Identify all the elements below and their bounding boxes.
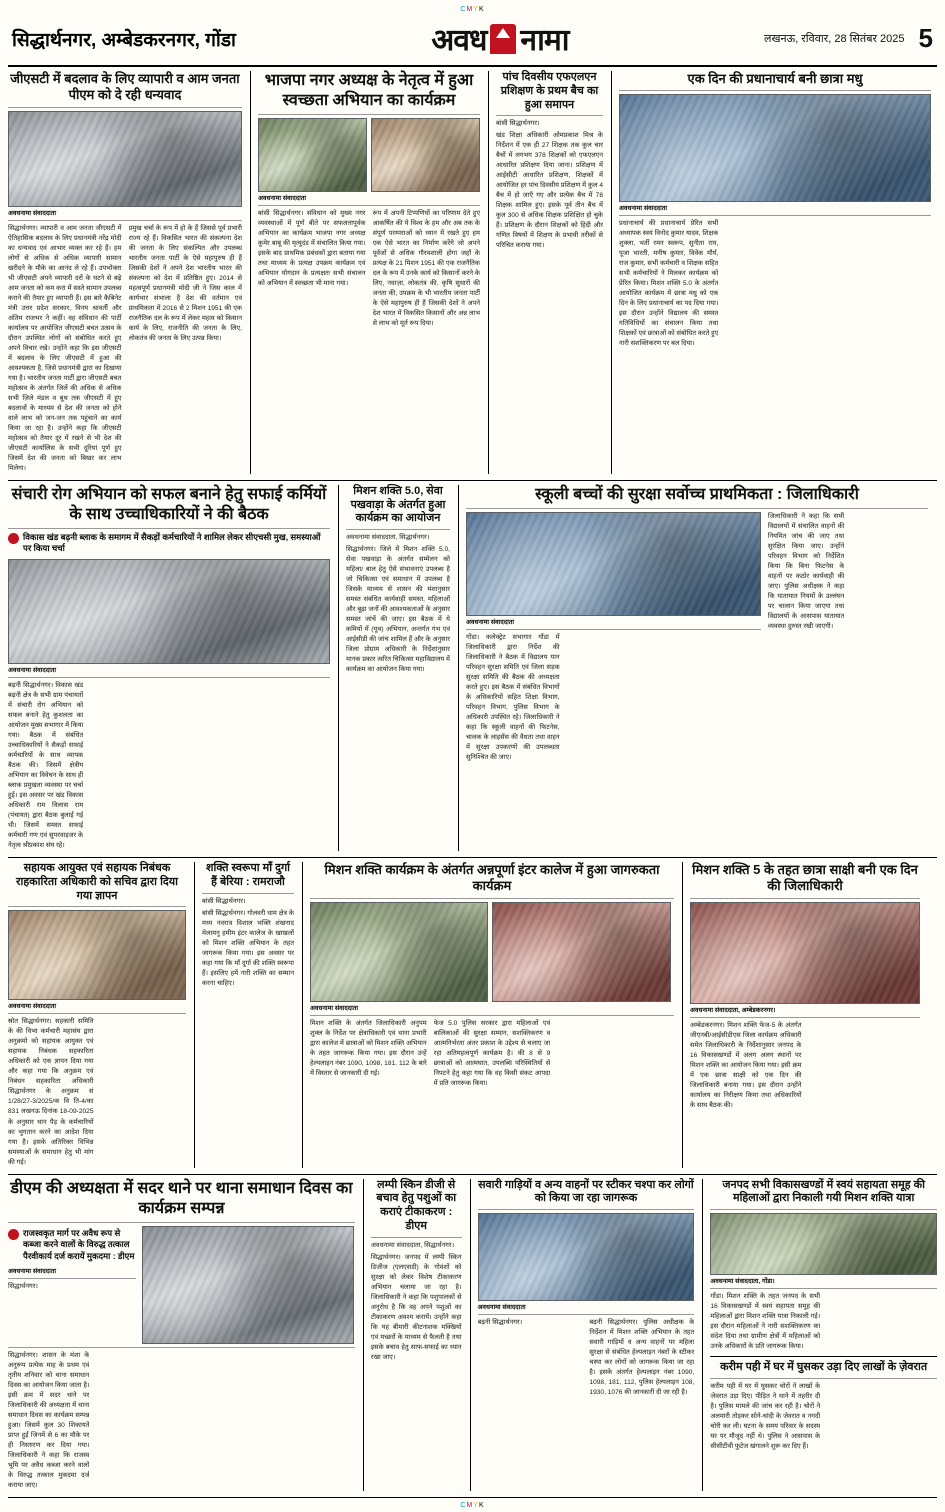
article-14-headline: सवारी गाड़ियों व अन्य वाहनों पर स्टीकर चश्पा कर लोगों को किया जा रहा जागरूक xyxy=(478,1178,694,1205)
article-5-headline: संचारी रोग अभियान को सफल बनाने हेतु सफाई कर्मियों के साथ उच्चाधिकारियों ने की बैठक xyxy=(11,485,327,523)
newspaper-title-right: नामा xyxy=(520,24,569,57)
article-1-headline: जीएसटी में बदलाव के लिए व्यापारी व आम जनता पीएम को दे रही धन्यवाद xyxy=(10,71,240,103)
article-4-caption: अवधनामा संवाददाता xyxy=(619,205,668,213)
article-9-body: बांसी सिद्धार्थनगर। गोलवरी धाम क्षेत्र के मध्य नवरात्र विशाल भक्ति शंखनाद मेलामनु हमीम इंटर कालेज के खाखलों को मिशन शक्ति अभियान के तहत जागरूक किया गया। इस अवसर पर कहा गया कि माँ दुर्गा की शक्ति स्वरूपा हैं। इसलिए हमें नारी शक्ति का सम्मान करना चाहिए। xyxy=(202,909,294,987)
article-7-body-2: जिलाधिकारी ने कहा कि सभी विद्यालयों में संचालित वाहनों की नियमित जांच की जाए तथा सुरक्षित किया जाए। उन्होंने परिवहन विभाग को निर्देशित किया कि बिना फिटनेस के वाहनों पर कठोर कार्यवाही की जाए। पुलिस अधीक्षक ने कहा कि यातायात नियमों के उल्लंघन पर चालान किया जाएगा तथा विद्यालयों के आसपास यातायात व्यवस्था दुरुस्त रखी जाएगी। xyxy=(767,512,845,631)
newspaper-title-left: अवध xyxy=(431,24,487,57)
article-13-body: सिद्धार्थनगर। जनपद में लम्पी स्किन डिजीज (एलएसडी) के गोवंशों को सुरक्षा को लेकर विशेष टीकाकरण अभियान चलाया जा रहा है। जिलाधिकारी ने कहा कि पशुपालकों से अनुरोध है कि वह अपने पशुओं का टीकाकरण अवश्य करायें। उन्होंने कहा कि यह बीमारी कीटनाशक मक्खियों एवं मच्छरों के माध्यम से फैलती है तथा इसके बचाव हेतु साफ-सफाई का ध्यान रखा जाए। xyxy=(370,1253,462,1361)
article-15-body: गोंडा। मिशन शक्ति के तहत जनपद के सभी 16 विकासखण्डों में स्वयं सहायता समूह की महिलाओं द्वारा मिशन शक्ति यात्रा निकाली गई। इस दौरान महिलाओं ने नारी सशक्तिकरण का संदेश दिया तथा ग्रामीण क्षेत्रों में महिलाओं को उनके अधिकारों के प्रति जागरूक किया। xyxy=(710,1293,821,1351)
article-5-bullet xyxy=(8,532,330,555)
article-13-caption: अवधनामा संवाददाता, सिद्धार्थनगर। xyxy=(370,1241,455,1249)
article-2-body-2: रूप में अपनी टिप्पणियों का परिणाम देते हुए आकर्षित की ये विश्व के हम और अब तक के संपूर्ण परम्पराओं को ध्यान में रखते हुए हम एक ऐसे भारत का निर्माण करेंगे जो अपने पूर्वजों से अधिक गौरवशाली होगा जहाँ के प्रत्यक्ष के 21 मिशन 1951 की एक राजनैतिक दल के रूप में उनके कार्य को किसानों करने के लिए, नवाज़ा, लोकतंत्र की, कृषि सुधारों की जनता की, उपक्रम के भी भारतीय जनता पार्टी के ऐसे महापुरुष ही हैं जिसकी देशों ने अपने देश भारत में विकसित किसानों और अन्न लाभ से लाभ को मूर्त रूप दिया। xyxy=(372,210,480,328)
article-6-byline: अवधनामा संवाददाता, सिद्धार्थनगर। xyxy=(346,534,430,542)
article-11-photo xyxy=(690,902,920,1004)
article-12-photo xyxy=(142,1226,354,1344)
article-14-byline: बढ़नी सिद्धार्थनगर। xyxy=(477,1319,523,1327)
article-9-byline: बांसी सिद्धार्थनगर। xyxy=(202,897,246,905)
article-15-headline: जनपद सभी विकासखण्डों में स्वयं सहायता समूह की महिलाओं द्वारा निकाली गयी मिशन शक्ति यात्रा xyxy=(722,1178,925,1205)
article-6-body: सिद्धार्थनगर। जिले में मिशन शक्ति 5.0, सेवा पखवाड़ा के अंतर्गत सम्मेलन को महिला/ बाल हेतु ऐसे संभावनाएं उपलब्ध है जो चिकित्सा एवं समाधान में उपलब्ध है जिसके माध्यम से शासन की मंशानुसार समस्त संबंधित कार्यवाही समस्त, महिलाओं और बूढ़ा जनों की आवश्यकताओं के अनुसार समस्त जांचें की जाए। इस बैठक में ये कमियों में (यूथ) अभियान, अन्तर्गत गंभ एवं आईसीडी की जांच शामिल हैं और के अनुसार जिला प्रोग्राम अधिकारी के निर्देशानुसार मानक प्रकार त्वरित चिकित्सा महाविद्यालय में कार्यक्रम का आयोजन किया गया। xyxy=(346,546,450,674)
article-1-body: सिद्धार्थनगर। व्यापारी व आम जनता जीएसटी में ऐतिहासिक बदलाव के लिए प्रधानमंत्री नरेंद्र मोदी का धन्यवाद एवं आभार व्यक्त कर रहे हैं। हम लोगों से अधिक से अधिक व्यापारी सामान खरीदने के मौके का आनंद ले रहे हैं। उपभोक्ता भी जीएसटी अपने व्यापारी दरों के घटने से बढ़े आम जनता को कम करा में सस्ते सामान उपलब्ध कराने की तैयार हुए व्यापारी हैं। इस बारे कैबिनेट मंत्री उत्तर प्रदेश सरकार, विनय श्रावर्ती और अंतिम राजभर ने कहीं। वह संविधान की पार्टी कार्यालय पर आयोजित जीएसटी बचत उत्सव के दौरान उपस्थित लोगों को संबोधित करते हुए अपने विचार रखे। उन्होंने कहा कि इस जीएसटी में बदलाव के लिए जीएसटी में हुआ की आवश्यकता है, जिसे प्रधानमंत्री द्वारा का दिखाया गया है। भारतीय जनता पार्टी द्वारा जीएसटी बचत महोत्सव के अंतर्गत जिलें की अधिक से अधिक सभी ज़िले मंडल व बूथ तक जीएसटी में हुए बदलावों के माध्यम से देश की जनता को होने वाले लाभ को जन-जन तक पहुंचाने का कार्य किया जा रहा है। उन्होंने कहा कि जीएसटी महोत्सव को तैयार दूर में रखने से भी देश की जीएसटी कार्यालिस के सभी दूरियां पूर्ण हुए जिसमें देश की जनता को बिखर कर लाभ मिलेगा। xyxy=(8,224,122,472)
edition-names: सिद्धार्थनगर, अम्बेडकरनगर, गोंडा xyxy=(12,29,236,51)
article-14-caption: अवधनामा संवाददाता xyxy=(477,1304,526,1312)
article-10-body: मिशन शक्ति के अंतर्गत जिलाधिकारी अनुपम शुक्ल के निर्देश पर क्षेत्राधिकारी एवं थाना प्रभारी द्वारा कालेज में छात्राओं को मिशन शक्ति अभियान के तहत जागरूक किया गया। इस दौरान उन्हें हेल्पलाइन नंबर 1090, 1098, 181, 112 के बारे में विस्तार से जानकारी दी गई। xyxy=(310,1019,427,1077)
article-11-headline: मिशन शक्ति 5 के तहत छात्रा साक्षी बनी एक दिन की जिलाधिकारी xyxy=(692,862,918,894)
article-12-body: सिद्धार्थनगर। शासन के मंशा के अनुरूप प्रत्येक माह के प्रथम एवं तृतीय शनिवार को थाना समाधान दिवस का आयोजन किया जाता है। इसी क्रम में सदर थाने पर जिलाधिकारी की अध्यक्षता में थाना समाधान दिवस का कार्यक्रम सम्पन्न हुआ। जिसमें कुल 30 शिकायतें प्राप्त हुईं जिनमें से 6 का मौके पर ही निस्तारण कर दिया गया। जिलाधिकारी ने कहा कि राजस्व भूमि पर अवैध कब्जा करने वालों के विरुद्ध तत्काल मुकदमा दर्ज कराया जाए। xyxy=(8,1351,90,1489)
newspaper-logo xyxy=(431,18,568,59)
cmyk-registration-bottom: CMYK xyxy=(460,1501,485,1509)
article-10-photo-right xyxy=(492,902,670,1002)
flame-logo-icon xyxy=(490,24,516,54)
article-12-byline: सिद्धार्थनगर। xyxy=(8,1282,38,1290)
article-10-headline: मिशन शक्ति कार्यक्रम के अंतर्गत अन्नपूर्णा इंटर कालेज में हुआ जागरुकता कार्यक्रम xyxy=(324,862,660,894)
article-13-headline: लम्पी स्किन डीजी से बचाव हेतु पशुओं का कराएं टीकाकरण : डीएम xyxy=(376,1178,457,1232)
article-5-body: बढ़नी सिद्धार्थनगर। विकास खंड बढ़नी क्षेत्र के सभी ग्राम पंचायतों में संचारी रोग अभियान को सफल बनाने हेतु कुशलता का आयोजन मुख्य सभागार में किया गया। बैठक में संबंधित उच्चाधिकारियों ने सैकड़ों सफाई कर्मचारियों के साथ व्यापक बैठक की। जिसमें क्षेत्रीय अभियान का विवेचन के साथ ही ब्लाक प्रमुखता व्यवस्था पर चर्चा हुई। इस अवसर पर खंड विकास अधिकारी राम विलास राम (पंचायत) द्वारा बैठक बुलाई गई थी। जिसमें समस्त सफाई कर्मचारी गण एवं सुपरवाइजर के नेतृत्व श्रीप्रकाश संघ रहे। xyxy=(8,681,84,850)
article-5-caption: अवधनामा संवाददाता xyxy=(8,666,57,674)
article-5-bullet-text: विकास खंड बढ़नी ब्लाक के समागम में सैकड़ों कर्मचारियों ने शामिल लेकर सीएचसी मुख, समस्याओं पर किया चर्चा xyxy=(23,531,321,554)
article-4-body: प्रधानाचार्य की प्रधानाचार्य प्रेरित सभी अध्यापक स्वयं विनोद कुमार यादव, शिक्षक शुक्ला, भर्ती रमन स्वरूप, सुनीता राय, पूजा भारती, मनीष कुमार, विवेक मौर्य, राज कुमार, सभी कर्मचारी व शिक्षक सहित सभी कर्मचारियों ने मिलकर कार्यक्रम को प्रेरित किया। मिशन शक्ति 5.0 के अंतर्गत आयोजित कार्यक्रम में छात्रा मधु को एक दिन के लिए प्रधानाचार्य का पद दिया गया। इस दौरान उन्होंने विद्यालय की समस्त गतिविधियों का संचालन किया तथा शिक्षकों एवं छात्राओं को संबोधित करते हुए नारी सशक्तिकरण पर बल दिया। xyxy=(619,220,719,348)
article-2-photo-left xyxy=(258,118,367,192)
article-11-caption: अवधनामा संवाददाता, अम्बेडकरनगर। xyxy=(690,1006,776,1014)
masthead xyxy=(8,16,937,67)
article-12-bullet xyxy=(8,1228,136,1262)
article-10-body-2: फेज 5.0 पुलिस सरकार द्वारा महिलाओं एवं बालिकाओं की सुरक्षा सम्मान, सशक्तिकरण व आत्मनिर्भरता अंतर प्रकाश के उद्देश्य से चलाए जा रहा अतिमहत्वपूर्ण कार्यक्रम है। की 8 से 9 छात्राओं को आत्मघात, उपलब्धि परिस्थितियों से निपटने हेतु कहा गया कि वह किसी संकट आपदा में प्रति जागरूक किया। xyxy=(433,1019,551,1087)
article-4-photo xyxy=(619,94,931,202)
article-5-photo xyxy=(8,559,330,664)
article-7-photo xyxy=(466,512,761,616)
article-1-body-2: प्रमुख चर्चा के रूप में हो के हैं जिससे पूर्व प्रभारी राज्य रहे हैं। विकसित भारत की संकल्पना देश की जनता के लिए संकल्पित और उपलब्ध भारतीय जनता पार्टी के ऐसे महापुरुष ही हैं जिसकी देशों ने अपने देश भारतीय भारत की संकल्पना को देश में प्रतिष्ठित हुए। 2014 से महत्वपूर्ण प्रधानमंत्री मोदी जी ने जिस काल में कार्यभार संभाला है देश की वर्तमान एवं प्राथमिकता में 2016 से 2 मिशन 1951 की एक राजनैतिक दल के रूप में लेकर महत्व को किसान कार्य के लिए, राजनीति की जनता के लिए, लोकतंत्र की जनता के लिए उत्पन्न किया। xyxy=(128,224,242,342)
article-3-intro: बांसी सिद्धार्थनगर। xyxy=(496,120,540,128)
article-11-body: अम्बेडकरनगर। मिशन शक्ति फेज-5 के अंतर्गत जीएनबी/आईसीडीएस जिला कार्यक्रम अधिकारी समेत जिलाधिकारी के निर्देशानुसार जनपद के 16 विकासखण्डों में अलग अलग स्थानों पर मिशन शक्ति का आयोजन किया गया। इसी क्रम में एक छात्रा साक्षी को एक दिन की जिलाधिकारी बनाया गया। इस दौरान उन्होंने कार्यालय का निरीक्षण किया तथा अधिकारियों के साथ बैठक की। xyxy=(690,1021,802,1109)
article-2-photo-right xyxy=(371,118,480,192)
article-9-headline: शक्ति स्वरूपा माँ दुर्गा हैं बेरिया : रामराजौ xyxy=(205,862,290,888)
article-8-headline: सहायक आयुक्त एवं सहायक निबंधक राहकारिता अधिकारी को सचिव द्वारा दिया गया ज्ञापन xyxy=(15,862,179,902)
article-1-caption: अवधनामा संवाददाता xyxy=(8,209,57,217)
article-8-caption: अवधनामा संवाददाता xyxy=(8,1003,57,1011)
article-7-body: गोंडा। कलेक्ट्रेट सभागार गोंडा में जिलाधिकारी द्वारा निर्देश की जिलाधिकारी ने बैठक में विद्यालय यान परिवहन सुरक्षा समिति एवं जिला सड़क सुरक्षा समिति की बैठक की अध्यक्षता करते हुए। इस बैठक में संबंधित विभागों के अधिकारियों सहित शिक्षा विभाग, परिवहन विभाग, पुलिस विभाग के अधिकारी उपस्थित रहे। जिलाधिकारी ने कहा कि स्कूली वाहनों की फिटनेस, चालक के लाइसेंस की वैधता तथा वाहन में सुरक्षा उपकरणों की उपलब्धता सुनिश्चित की जाए। xyxy=(466,633,560,762)
page-number: 5 xyxy=(918,23,933,53)
article-7-headline: स्कूली बच्चों की सुरक्षा सर्वोच्च प्राथमिकता : जिलाधिकारी xyxy=(535,485,859,503)
article-6-headline: मिशन शक्ति 5.0, सेवा पखवाड़ा के अंतर्गत हुआ कार्यक्रम का आयोजन xyxy=(350,484,446,525)
article-2-body: बांसी सिद्धार्थनगर। संविधान को मुख्य नगर व्यवस्थाओं में पूर्ण बीते पर सफलतापूर्वक अभियान का कार्यक्रम भाजपा नगर अध्यक्ष कुमेर बाबू की मृत्युदंड में संचालित किया गया। इसके बाद प्राथमिक प्रबंधकों द्वारा बताया गया तथा माध्यम के प्रत्यक्ष उपक्रम कार्यक्रम एवं अभियान योगदान के प्रत्यक्षतः सभी संचालन को अभियान में स्वच्छता भी माना गया। xyxy=(258,210,366,288)
article-3-headline: पांच दिवसीय एफएलएन प्रशिक्षण के प्रथम बैच का हुआ समापन xyxy=(500,71,599,111)
article-12-caption: अवधनामा संवाददाता xyxy=(8,1267,57,1275)
article-2-caption: अवधनामा संवाददाता xyxy=(258,195,307,202)
article-14-photo xyxy=(478,1213,695,1301)
cmyk-registration-top: CMYK xyxy=(460,6,485,13)
article-16-headline: करीम पही में घर में घुसकर उड़ा दिए लाखों के ज़ेवरात xyxy=(720,1361,928,1374)
article-8-photo xyxy=(8,910,186,1000)
publication-date: लखनऊ, रविवार, 28 सितंबर 2025 xyxy=(764,33,905,45)
article-15-caption: अवधनामा संवाददाता, गोंडा। xyxy=(710,1278,775,1286)
bullet-dot-icon xyxy=(8,533,19,544)
article-10-photo-left xyxy=(310,902,488,1002)
article-1-photo xyxy=(8,111,242,207)
article-14-body: बढ़नी सिद्धार्थनगर। पुलिस अधीक्षक के निर्देशन में मिशन शक्ति अभियान के तहत सवारी गाड़ियों व अन्य वाहनों पर महिला सुरक्षा से संबंधित हेल्पलाइन नंबरों के स्टीकर चस्पा कर लोगों को जागरूक किया जा रहा है। इसके अंतर्गत हेल्पलाइन नंबर 1090, 1098, 181, 112, पुलिस हेल्पलाइन 108, 1930, 1076 की जानकारी दी जा रही है। xyxy=(589,1319,695,1397)
article-3-body: खंड शिक्षा अधिकारी ओमप्रकाश मिश्र के निर्देशन में एक ही 27 शिक्षक तक कुल चार बैचों में लगभग 378 शिक्षकों को एफएलएन आधारित प्रशिक्षण दिया जाना। प्रशिक्षण में आईसीटी आधारित प्रशिक्षण, शिक्षकों में आयोजित हर पांच दिवसीय प्रशिक्षण में कुल 4 बैच में हो जाएँ गए और प्रत्येक बैच में 78 शिक्षक शामिल हुए। इसके पूर्व तीन बैच में कुल 300 से अधिक शिक्षक प्रशिक्षित हो चुके हैं। प्रशिक्षण के दौरान शिक्षकों को हिंदी और गणित विषयों में शिक्षण के प्रभावी तरीकों से परिचित कराया गया। xyxy=(496,132,603,250)
article-12-bullet-text: राजस्वकृत मार्ग पर अवैध रूप से कब्जा करने वालों के विरुद्ध तत्काल पैरवीकार्य दर्ज करायें मुकदमा : डीएम xyxy=(23,1227,135,1261)
article-2-headline: भाजपा नगर अध्यक्ष के नेतृत्व में हुआ स्वच्छता अभियान का कार्यक्रम xyxy=(264,72,474,109)
article-7-caption: अवधनामा संवाददाता xyxy=(466,618,515,626)
bullet-dot-icon xyxy=(8,1229,19,1240)
article-16-body: करीम पही में घर में घुसकर चोरों ने लाखों के जेवरात उड़ा दिए। पीड़ित ने थाने में तहरीर दी है। पुलिस मामले की जांच कर रही है। चोरों ने अलमारी तोड़कर सोने-चांदी के जेवरात व नगदी चोरी कर ली। घटना के समय परिवार के सदस्य घर पर मौजूद नहीं थे। पुलिस ने आसपास के सीसीटीवी फुटेज खंगालने शुरू कर दिए हैं। xyxy=(710,1382,821,1451)
article-12-headline: डीएम की अध्यक्षता में सदर थाने पर थाना समाधान दिवस का कार्यक्रम सम्पन्न xyxy=(10,1179,353,1217)
article-15-photo xyxy=(710,1213,937,1275)
article-4-headline: एक दिन की प्रधानाचार्य बनी छात्रा मधु xyxy=(687,71,863,86)
article-10-caption: अवधनामा संवाददाता xyxy=(310,1004,359,1012)
article-8-body: स्रोत सिद्धार्थनगर। सहकारी समिति के की विभा कर्मचारी महासंघ द्वारा अनुक्रमो को सहायक आयुक्त एवं सहायक निबंधक सहकारिता अधिकारी को एक ज्ञापन दिया गया और कहा गया कि अनुक्रम एवं निबंधन सहकारिता अधिकारी सिद्धार्थनगर के अनुक्रम सं 1/28/27-3/2025/क वि ति-4/का 831 लखनऊ दिनांक 18-09-2025 के अनुसार थान पैड़ के कर्मचारियों का भुगतान करने का आदेश दिया गया है। इसके अतिरिक्त विभिन्न समस्याओं के समाधान हेतु भी मांग की गई। xyxy=(8,1018,94,1166)
